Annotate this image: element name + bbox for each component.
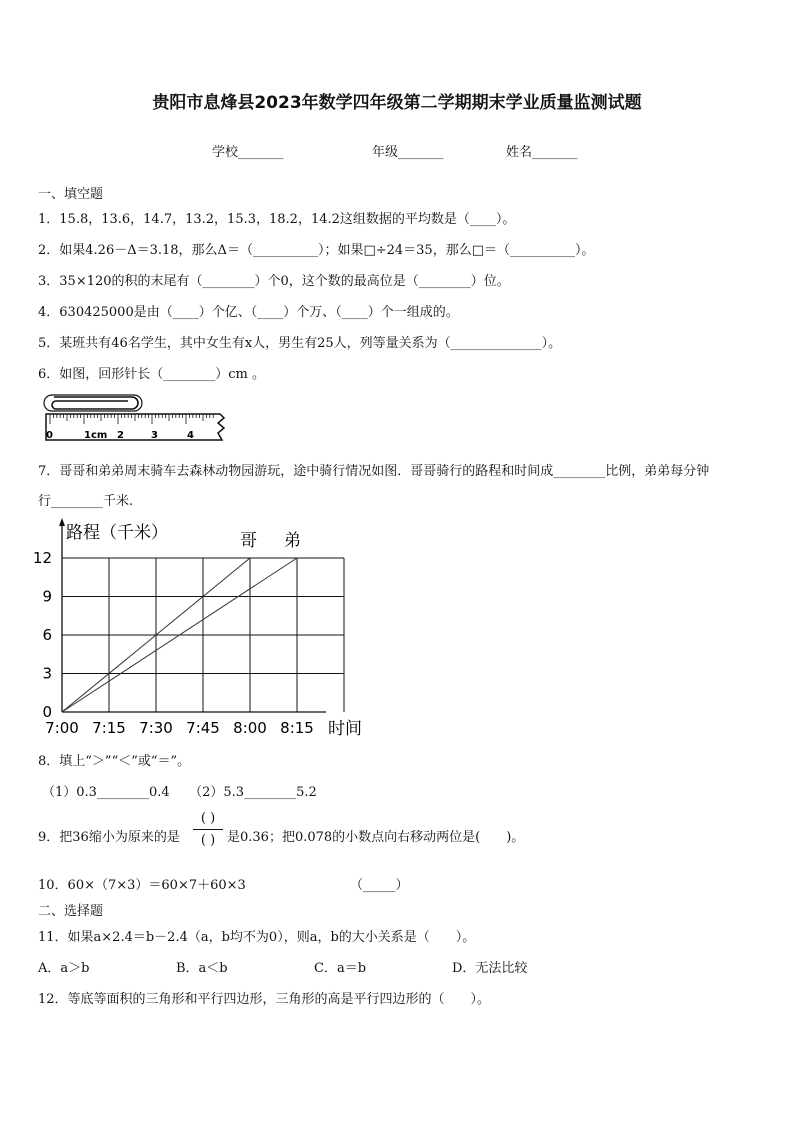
ruler-label-4: 4 [187, 430, 194, 441]
question-9-part-a: 9．把36缩小为原来的是 [38, 830, 180, 845]
paperclip-icon [44, 395, 142, 411]
question-8: 8．填上“＞”“＜”或“＝”。 [38, 754, 191, 769]
section-fill-in: 一、填空题 [38, 187, 104, 202]
ruler-label-3: 3 [151, 430, 158, 441]
fraction-denominator: ( ) [200, 833, 216, 848]
chart-y-label: 路程（千米） [66, 523, 168, 543]
question-12: 12．等底等面积的三角形和平行四边形，三角形的高是平行四边形的（ ）。 [38, 992, 491, 1007]
x-tick-label: 8:00 [233, 719, 267, 737]
section-multiple-choice: 二、选择题 [38, 904, 104, 919]
y-tick-label: 3 [42, 664, 52, 683]
option-b[interactable]: B．a＜b [176, 961, 228, 976]
y-tick-label: 12 [32, 549, 52, 567]
chart-x-ticks [45, 719, 314, 737]
question-9-part-b: 是0.36；把0.078的小数点向右移动两位是( )。 [227, 830, 525, 845]
question-7-line-1: 7．哥哥和弟弟周末骑车去森林动物园游玩，途中骑行情况如图．哥哥骑行的路程和时间成________比例，弟弟每分钟 [38, 464, 710, 479]
question-10-answer: （_____） [350, 878, 409, 893]
ruler-figure [44, 390, 234, 444]
y-tick-label: 6 [42, 626, 52, 644]
fraction [193, 811, 223, 848]
x-tick-label: 7:15 [92, 719, 126, 737]
question-3: 3．35×120的积的末尾有（________）个0，这个数的最高位是（________）位。 [38, 274, 510, 289]
x-tick-label: 8:15 [280, 719, 314, 737]
fraction-numerator: ( ) [200, 811, 216, 826]
question-2: 2．如果4.26－Δ＝3.18，那么Δ＝（__________）；如果□÷24＝35，那么□＝（__________）。 [38, 243, 595, 258]
x-tick-label: 7:00 [45, 719, 79, 737]
question-5: 5．某班共有46名学生，其中女生有x人，男生有25人，列等量关系为（______________）。 [38, 336, 562, 351]
chart-grid [62, 558, 344, 712]
series-label-di: 弟 [284, 531, 301, 551]
fraction-bar [193, 829, 223, 830]
grade-field[interactable]: 年级_______ [372, 145, 444, 160]
question-6: 6．如图，回形针长（________）cm 。 [38, 367, 266, 382]
name-field[interactable]: 姓名_______ [506, 145, 578, 160]
y-tick-label: 0 [42, 703, 52, 721]
chart-y-ticks [33, 549, 52, 721]
page-title: 贵阳市息烽县2023年数学四年级第二学期期末学业质量监测试题 [152, 93, 642, 113]
ruler-label-0: 0 [46, 430, 53, 441]
question-1: 1．15.8，13.6，14.7，13.2，15.3，18.2，14.2这组数据的平均数是（____）。 [38, 212, 516, 227]
option-c[interactable]: C．a＝b [314, 961, 367, 976]
question-4: 4．630425000是由（____）个亿、（____）个万、（____）个一组成的。 [38, 305, 459, 320]
question-11: 11．如果a×2.4＝b－2.4（a，b均不为0），则a，b的大小关系是（ ）。 [38, 930, 476, 945]
y-tick-label: 9 [42, 587, 52, 606]
distance-time-chart [32, 516, 376, 742]
school-field[interactable]: 学校_______ [212, 145, 284, 160]
x-tick-label: 7:30 [139, 719, 173, 737]
ruler-label-1: 1cm [84, 430, 108, 441]
chart-x-label: 时间 [328, 719, 362, 739]
x-tick-label: 7:45 [186, 719, 220, 737]
option-a[interactable]: A．a＞b [38, 961, 90, 976]
series-label-ge: 哥 [240, 531, 257, 551]
question-8-sub: （1）0.3________0.4 （2）5.3________5.2 [42, 785, 317, 800]
question-7-line-2: 行________千米. [38, 494, 134, 509]
ruler-label-2: 2 [117, 430, 124, 441]
option-d[interactable]: D．无法比较 [452, 961, 528, 976]
question-10: 10．60×（7×3）＝60×7＋60×3 [38, 878, 246, 893]
